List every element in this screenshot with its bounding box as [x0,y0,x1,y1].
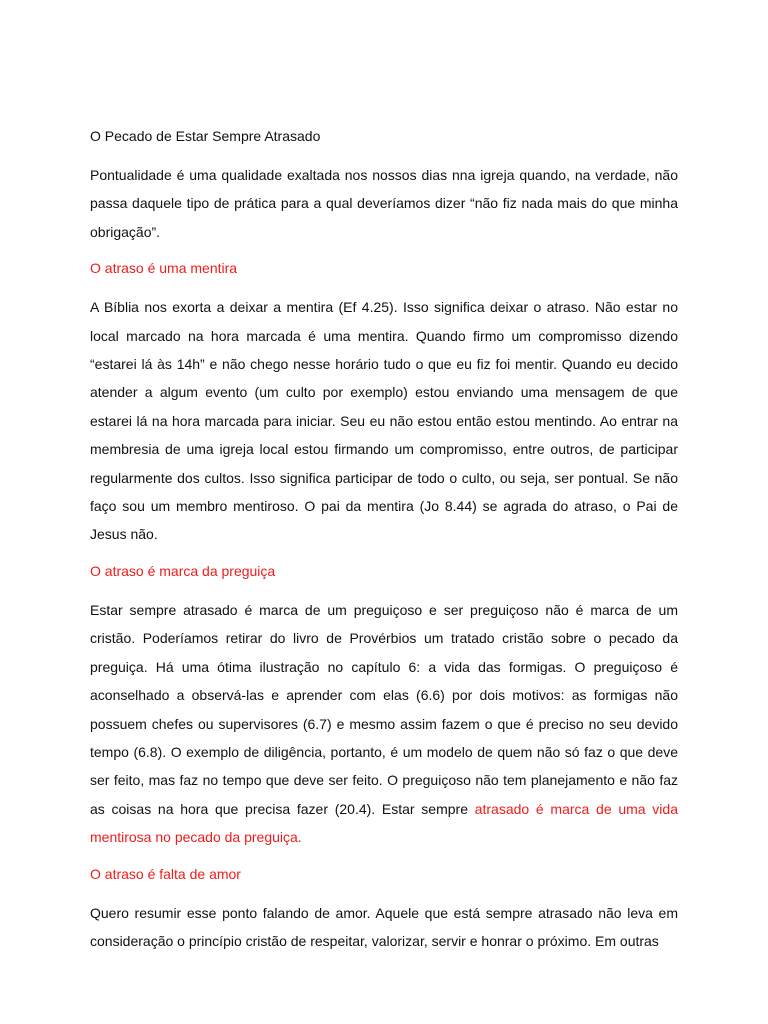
intro-paragraph: Pontualidade é uma qualidade exaltada nos nossos dias nna igreja quando, na verdade, não passa daquele tipo de prática para a qual deveríamos dizer “não fiz nada mais do que minha obrigação”. [90,167,678,240]
document-title: O Pecado de Estar Sempre Atrasado [90,128,321,144]
section-heading-preguica: O atraso é marca da preguiça [90,562,276,579]
section-paragraph-mentira: A Bíblia nos exorta a deixar a mentira (Ef 4.25). Isso significa deixar o atraso. Não estar no local marcado na hora marcada é uma mentira. Quando firmo um compromisso dizendo “estarei lá às 14h” e não chego nesse horário tudo o que eu fiz foi mentir. Quando eu decido atender a algum evento (um culto por exemplo) estou enviando uma mensagem de que estarei lá na hora marcada para iniciar. Seu eu não estou então estou mentindo. Ao entrar na membresia de uma igreja local estou firmando um compromisso, entre outros, de participar regularmente dos cultos. Isso significa participar de todo o culto, ou seja, ser pontual. Se não faço sou um membro mentiroso. O pai da mentira (Jo 8.44) se agrada do atraso, o Pai de Jesus não. [90,299,678,543]
section-paragraph-preguica [90,596,678,852]
document-body [90,126,678,967]
section-paragraph-preguica-text: Estar sempre atrasado é marca de um preguiçoso e ser preguiçoso não é marca de um cristão. Poderíamos retirar do livro de Provérbios um tratado cristão sobre o pecado da preguiça. Há uma ótima ilustração no capítulo 6: a vida das formigas. O preguiçoso é aconselhado a observá-las e aprender com elas (6.6) por dois motivos: as formigas não possuem chefes ou supervisores (6.7) e mesmo assim fazem o que é preciso no seu devido tempo (6.8). O exemplo de diligência, portanto, é um modelo de quem não só faz o que deve ser feito, mas faz no tempo que deve ser feito. O preguiçoso não tem planejamento e não faz as coisas na hora que precisa fazer (20.4). Estar sempre [90,601,678,817]
section-heading-mentira: O atraso é uma mentira [90,260,238,277]
section-heading-amor: O atraso é falta de amor [90,865,241,882]
section-paragraph-amor: Quero resumir esse ponto falando de amor. Aquele que está sempre atrasado não leva em consideração o princípio cristão de respeitar, valorizar, servir e honrar o próximo. Em outras [90,904,678,949]
section-paragraph-preguica-highlight: atrasado é marca de uma vida mentirosa no pecado da preguiça. [90,800,678,846]
